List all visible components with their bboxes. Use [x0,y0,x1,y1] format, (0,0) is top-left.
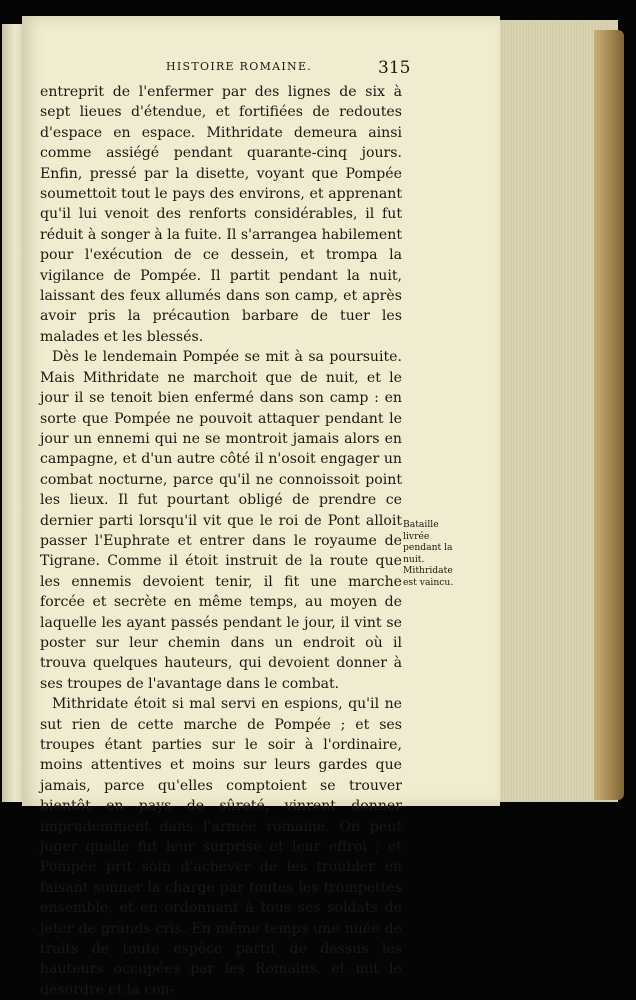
margin-note: Bataille livrée pendant la nuit. Mithridate est vaincu. [403,519,454,588]
paragraph: Dès le lendemain Pompée se mit à sa poursuite. Mais Mithridate ne marchoit que de nuit, et le jour il se tenoit bien enfermé dans son camp : en sorte que Pompée ne pouvoit attaquer pendant le jour un ennemi qui ne se montroit jamais alors en campagne, et d'un autre côté il n'osoit engager un combat nocturne, parce qu'il ne connoissoit point les lieux. Il fut pourtant obligé de prendre ce dernier parti lorsqu'il vit que le roi de Pont alloit passer l'Euphrate et entrer dans le royaume de Tigrane. Comme il étoit instruit de la route que les ennemis devoient tenir, il fit une marche forcée et secrète en même temps, au moyen de laquelle les ayant passés pendant le jour, il vint se poster sur leur chemin dans un endroit où il trouva quelques hauteurs, qui devoient donner à ses troupes de l'avantage dans le combat. [40,349,402,692]
running-title: HISTOIRE ROMAINE. [166,60,313,73]
book-cover-edge [594,30,624,800]
body-text [40,82,402,1000]
paragraph: entreprit de l'enfermer par des lignes de six à sept lieues d'étendue, et fortifiées de redoutes d'espace en espace. Mithridate demeura ainsi comme assiégé pendant quarante-cinq jours. Enfin, pressé par la disette, voyant que Pompée soumettoit tout le pays des environs, et apprenant qu'il lui venoit des renforts considérables, il fut réduit à songer à la fuite. Il s'arrangea habilement pour l'exécution de ce dessein, et trompa la vigilance de Pompée. Il partit pendant la nuit, laissant des feux allumés dans son camp, et après avoir pris la précaution barbare de tuer les malades et les blessés. [40,84,402,345]
page-number: 315 [378,58,411,78]
paragraph: Mithridate étoit si mal servi en espions, qu'il ne sut rien de cette marche de Pompée ; et ses troupes étant parties sur le soir à l'ordinaire, moins attentives et moins sur leurs gardes que jamais, parce qu'elles comptoient se trouver bientôt en pays de sûreté, vinrent donner imprudemment dans l'armée romaine. On peut juger quelle fut leur surprise et leur effroi ; et Pompée prit soin d'achever de les troubler en faisant sonner la charge par toutes les trompettes ensemble, et en ordonnant à tous ses soldats de jeter de grands cris. En même temps une nuée de traits de toute espèce partit de dessus les hauteurs occupées par les Romains, et mit le désordre et la con- [40,696,402,998]
